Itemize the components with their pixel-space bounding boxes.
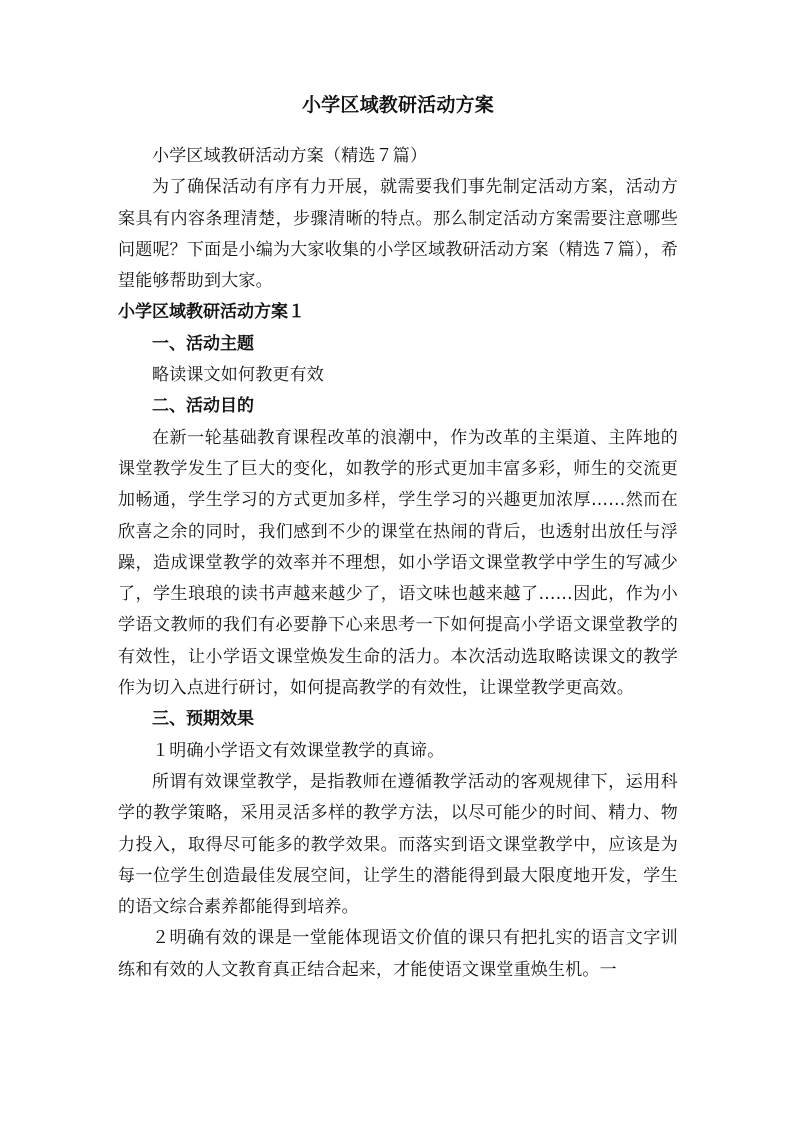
effect-point-2: ２明确有效的课是一堂能体现语文价值的课只有把扎实的语言文字训练和有效的人文教育真正结合起来，才能使语文课堂重焕生机。一 [118, 928, 678, 980]
section-heading: 小学区域教研活动方案１ [118, 302, 305, 323]
subtitle-paragraph: 小学区域教研活动方案（精选７篇） [152, 146, 428, 166]
purpose-paragraph: 在新一轮基础教育课程改革的浪潮中，作为改革的主渠道、主阵地的课堂教学发生了巨大的变化，如教学的形式更加丰富多彩，师生的交流更加畅通，学生学习的方式更加多样，学生学习的兴趣更加浓厚……然而在欣喜之余的同时，我们感到不少的课堂在热闹的背后，也透射出放任与浮躁，造成课堂教学的效率并不理想，如小学语文课堂教学中学生的写减少了，学生琅琅的读书声越来越少了，语文味也越来越了……因此，作为小学语文教师的我们有必要静下心来思考一下如何提高小学语文课堂教学的有效性，让小学语文课堂焕发生命的活力。本次活动选取略读课文的教学作为切入点进行研讨，如何提高教学的有效性，让课堂教学更高效。 [118, 427, 678, 699]
effect-paragraph: 所谓有效课堂教学，是指教师在遵循教学活动的客观规律下，运用科学的教学策略，采用灵活多样的教学方法，以尽可能少的时间、精力、物力投入，取得尽可能多的教学效果。而落实到语文课堂教学中，应该是为每一位学生创造最佳发展空间，让学生的潜能得到最大限度地开发，学生的语文综合素养都能得到培养。 [118, 771, 678, 918]
subheading-activity-theme: 一、活动主题 [152, 333, 254, 354]
document-body [118, 92, 678, 986]
subheading-activity-purpose: 二、活动目的 [152, 396, 254, 417]
document-title: 小学区域教研活动方案 [301, 94, 494, 116]
effect-point-1: １明确小学语文有效课堂教学的真谛。 [152, 740, 445, 761]
theme-paragraph: 略读课文如何教更有效 [152, 365, 324, 386]
intro-paragraph: 为了确保活动有序有力开展，就需要我们事先制定活动方案，活动方案具有内容条理清楚，步骤清晰的特点。那么制定活动方案需要注意哪些问题呢？下面是小编为大家收集的小学区域教研活动方案（精选７篇），希望能够帮助到大家。 [118, 177, 678, 292]
subheading-expected-effect: 三、预期效果 [152, 709, 254, 730]
